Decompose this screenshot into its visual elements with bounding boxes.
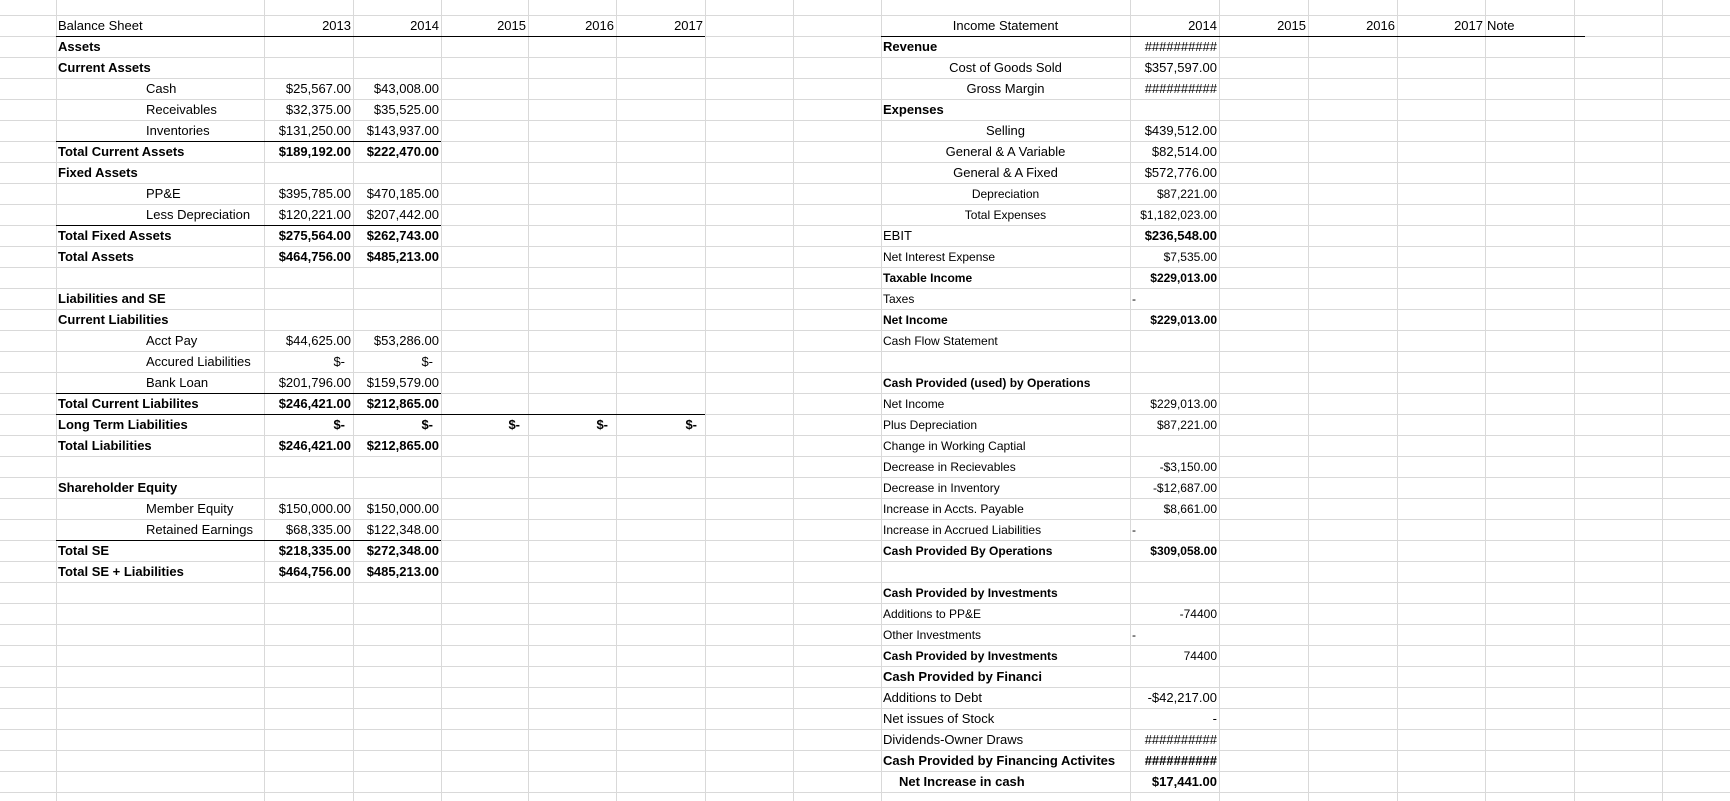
is-header-year-2016[interactable]: 2016 <box>1366 18 1395 33</box>
bs-value-2014[interactable]: $122,348.00 <box>366 522 439 537</box>
bs-value-2013[interactable]: $32,375.00 <box>285 102 351 117</box>
bs-row-label[interactable]: Cash <box>146 81 177 96</box>
bs-row-label[interactable]: Total Liabilities <box>58 438 152 453</box>
bs-value-2014[interactable]: $150,000.00 <box>366 501 439 516</box>
bs-row-label[interactable]: Total Assets <box>58 249 134 264</box>
bs-value-2013[interactable]: $275,564.00 <box>278 228 351 243</box>
is-value-2014[interactable]: ########## <box>1144 81 1217 96</box>
bs-row-label[interactable]: Retained Earnings <box>146 522 253 537</box>
bs-row-label[interactable]: Inventories <box>146 123 210 138</box>
is-value-2014[interactable]: $229,013.00 <box>1150 313 1217 327</box>
bs-value-2013[interactable]: $68,335.00 <box>285 522 351 537</box>
is-value-2014[interactable]: $236,548.00 <box>1144 228 1217 243</box>
bs-header-year-2017[interactable]: 2017 <box>674 18 703 33</box>
is-value-2014[interactable]: $7,535.00 <box>1163 250 1217 264</box>
bs-value-2013[interactable]: $150,000.00 <box>278 501 351 516</box>
is-row-label[interactable]: General & A Fixed <box>953 165 1058 180</box>
is-value-2014[interactable]: $229,013.00 <box>1150 271 1217 285</box>
bs-value-2017[interactable]: $- <box>685 417 697 432</box>
is-row-label[interactable]: Net Income <box>883 313 948 327</box>
is-row-label[interactable]: Additions to PP&E <box>883 607 982 621</box>
is-row-label[interactable]: Cash Provided by Investments <box>883 649 1058 663</box>
bs-value-2013[interactable]: $189,192.00 <box>278 144 351 159</box>
is-row-label[interactable] <box>881 352 1130 372</box>
bs-row-label[interactable]: PP&E <box>146 186 181 201</box>
is-value-2014[interactable]: $309,058.00 <box>1150 544 1217 558</box>
bs-value-2014[interactable]: $272,348.00 <box>366 543 439 558</box>
bs-row-label[interactable]: Total SE <box>58 543 110 558</box>
is-row-label[interactable]: Dividends-Owner Draws <box>883 732 1024 747</box>
bs-value-2013[interactable]: $464,756.00 <box>278 564 351 579</box>
is-value-2014[interactable]: ########## <box>1144 732 1217 747</box>
bs-value-2013[interactable]: $218,335.00 <box>278 543 351 558</box>
bs-row-label[interactable]: Accured Liabilities <box>146 354 251 369</box>
is-row-label[interactable]: Plus Depreciation <box>883 418 978 432</box>
is-row-label[interactable]: Selling <box>985 123 1026 138</box>
is-row-label[interactable]: EBIT <box>883 228 912 243</box>
bs-row-label[interactable]: Total Current Assets <box>58 144 185 159</box>
is-row-label[interactable]: Other Investments <box>883 628 982 642</box>
is-value-2014[interactable]: $439,512.00 <box>1144 123 1217 138</box>
bs-value-2013[interactable]: $246,421.00 <box>278 396 351 411</box>
is-row-label[interactable]: Cash Provided by Financing Activites <box>883 753 1116 768</box>
bs-row-label[interactable] <box>56 457 264 477</box>
bs-value-2014[interactable]: $- <box>421 354 433 369</box>
is-value-2014[interactable]: - <box>1132 523 1136 537</box>
bs-header-label[interactable]: Balance Sheet <box>58 18 143 33</box>
bs-value-2014[interactable]: $485,213.00 <box>366 564 439 579</box>
bs-row-label[interactable]: Bank Loan <box>146 375 209 390</box>
is-header-year-2014[interactable]: 2014 <box>1188 18 1217 33</box>
bs-row-label[interactable]: Assets <box>58 39 101 54</box>
cell-border <box>56 141 441 142</box>
gridline-horizontal <box>0 708 1730 709</box>
bs-value-2014[interactable]: $35,525.00 <box>373 102 439 117</box>
is-value-2014[interactable]: ########## <box>1144 753 1217 768</box>
bs-value-2016[interactable]: $- <box>596 417 608 432</box>
bs-header-year-2013[interactable]: 2013 <box>322 18 351 33</box>
is-header-note[interactable]: Note <box>1487 18 1515 33</box>
bs-value-2013[interactable]: $120,221.00 <box>278 207 351 222</box>
bs-value-2014[interactable]: $262,743.00 <box>366 228 439 243</box>
is-value-2014[interactable]: - <box>1132 628 1136 642</box>
is-row-label[interactable]: Cash Provided by Financi <box>883 669 1042 684</box>
bs-value-2014[interactable]: $485,213.00 <box>366 249 439 264</box>
is-row-label[interactable]: Net Increase in cash <box>899 774 1025 789</box>
is-row-label[interactable]: Depreciation <box>971 187 1040 201</box>
is-value-2014[interactable]: -$12,687.00 <box>1152 481 1217 495</box>
is-value-2014[interactable]: $572,776.00 <box>1144 165 1217 180</box>
is-row-label[interactable]: Net Income <box>883 397 945 411</box>
bs-value-2014[interactable]: $207,442.00 <box>366 207 439 222</box>
bs-value-2014[interactable]: $212,865.00 <box>366 438 439 453</box>
bs-value-2013[interactable]: $- <box>333 354 345 369</box>
bs-row-label[interactable]: Acct Pay <box>146 333 198 348</box>
gridline-horizontal <box>0 750 1730 751</box>
bs-value-2013[interactable]: $131,250.00 <box>278 123 351 138</box>
is-row-label[interactable]: Cash Flow Statement <box>883 334 998 348</box>
bs-row-label[interactable]: Total Fixed Assets <box>58 228 172 243</box>
bs-header-year-2016[interactable]: 2016 <box>585 18 614 33</box>
is-value-2014[interactable]: $229,013.00 <box>1150 397 1217 411</box>
bs-value-2013[interactable]: $201,796.00 <box>278 375 351 390</box>
gridline-horizontal <box>0 624 1730 625</box>
is-value-2014[interactable]: -74400 <box>1179 607 1217 621</box>
bs-row-label[interactable]: Total SE + Liabilities <box>58 564 184 579</box>
bs-row-label[interactable]: Fixed Assets <box>58 165 138 180</box>
gridline-horizontal <box>0 582 1730 583</box>
bs-value-2014[interactable]: $143,937.00 <box>366 123 439 138</box>
bs-value-2013[interactable]: $246,421.00 <box>278 438 351 453</box>
gridline-horizontal <box>0 603 1730 604</box>
is-row-label[interactable]: Additions to Debt <box>883 690 983 705</box>
is-row-label[interactable]: Net Interest Expense <box>883 250 996 264</box>
is-value-2014[interactable]: -$3,150.00 <box>1159 460 1217 474</box>
cell-border <box>56 225 441 226</box>
bs-row-label[interactable]: Liabilities and SE <box>58 291 166 306</box>
bs-value-2013[interactable]: $25,567.00 <box>285 81 351 96</box>
is-row-label[interactable]: Decrease in Recievables <box>883 460 1016 474</box>
gridline-horizontal <box>0 645 1730 646</box>
bs-row-label[interactable]: Shareholder Equity <box>58 480 178 495</box>
is-value-2014[interactable]: $8,661.00 <box>1163 502 1217 516</box>
is-row-label[interactable]: Increase in Accrued Liabilities <box>883 523 1042 537</box>
bs-row-label[interactable]: Current Liabilities <box>58 312 169 327</box>
is-row-label[interactable]: Gross Margin <box>966 81 1045 96</box>
is-value-2014[interactable]: 74400 <box>1183 649 1217 663</box>
is-row-label[interactable]: Cost of Goods Sold <box>949 60 1062 75</box>
is-row-label[interactable]: Taxable Income <box>883 271 973 285</box>
is-value-2014[interactable]: $87,221.00 <box>1156 418 1217 432</box>
is-value-2014[interactable]: $1,182,023.00 <box>1140 208 1217 222</box>
is-row-label[interactable]: Change in Working Captial <box>883 439 1026 453</box>
cell-border <box>56 540 441 541</box>
gridline-horizontal <box>0 729 1730 730</box>
bs-row-label[interactable]: Current Assets <box>58 60 151 75</box>
is-header-label[interactable]: Income Statement <box>952 18 1059 33</box>
bs-row-label[interactable]: Total Current Liabilites <box>58 396 199 411</box>
gridline-horizontal <box>0 687 1730 688</box>
is-row-label[interactable]: Taxes <box>883 292 915 306</box>
bs-header-year-2014[interactable]: 2014 <box>410 18 439 33</box>
bs-row-label[interactable]: Member Equity <box>146 501 234 516</box>
bs-value-2013[interactable]: $44,625.00 <box>285 333 351 348</box>
is-row-label[interactable]: Cash Provided (used) by Operations <box>883 376 1091 390</box>
is-value-2014[interactable]: $82,514.00 <box>1151 144 1217 159</box>
bs-value-2013[interactable]: $- <box>333 417 345 432</box>
gridline-horizontal <box>0 771 1730 772</box>
bs-value-2013[interactable]: $464,756.00 <box>278 249 351 264</box>
bs-value-2014[interactable]: $470,185.00 <box>366 186 439 201</box>
is-row-label[interactable]: Total Expenses <box>964 208 1047 222</box>
bs-value-2014[interactable]: $43,008.00 <box>373 81 439 96</box>
is-row-label[interactable]: Net issues of Stock <box>883 711 995 726</box>
cell-border <box>56 414 705 415</box>
is-row-label[interactable] <box>881 562 1130 582</box>
is-value-2014[interactable]: - <box>1132 292 1136 306</box>
bs-value-2015[interactable]: $- <box>508 417 520 432</box>
is-value-2014[interactable]: $17,441.00 <box>1151 774 1217 789</box>
is-row-label[interactable]: Increase in Accts. Payable <box>883 502 1024 516</box>
is-value-2014[interactable]: - <box>1212 711 1217 726</box>
bs-value-2014[interactable]: $53,286.00 <box>373 333 439 348</box>
is-header-year-2015[interactable]: 2015 <box>1277 18 1306 33</box>
gridline-horizontal <box>0 792 1730 793</box>
bs-row-label[interactable]: Less Depreciation <box>146 207 251 222</box>
is-header-year-2017[interactable]: 2017 <box>1454 18 1483 33</box>
bs-value-2014[interactable]: $222,470.00 <box>366 144 439 159</box>
is-row-label[interactable]: Decrease in Inventory <box>883 481 1000 495</box>
bs-row-label[interactable]: Receivables <box>146 102 217 117</box>
is-row-label[interactable]: General & A Variable <box>945 144 1066 159</box>
bs-value-2014[interactable]: $212,865.00 <box>366 396 439 411</box>
is-value-2014[interactable]: ########## <box>1144 39 1217 54</box>
is-value-2014[interactable]: $87,221.00 <box>1156 187 1217 201</box>
is-row-label[interactable]: Expenses <box>883 102 944 117</box>
bs-value-2014[interactable]: $- <box>421 417 433 432</box>
is-value-2014[interactable]: $357,597.00 <box>1144 60 1217 75</box>
is-value-2014[interactable]: -$42,217.00 <box>1147 690 1217 705</box>
is-row-label[interactable]: Cash Provided by Investments <box>883 586 1058 600</box>
bs-row-label[interactable]: Long Term Liabilities <box>58 417 188 432</box>
cell-border <box>56 393 441 394</box>
bs-value-2013[interactable]: $395,785.00 <box>278 186 351 201</box>
bs-header-year-2015[interactable]: 2015 <box>497 18 526 33</box>
is-row-label[interactable]: Cash Provided By Operations <box>883 544 1053 558</box>
bs-value-2014[interactable]: $159,579.00 <box>366 375 439 390</box>
gridline-horizontal <box>0 666 1730 667</box>
is-row-label[interactable]: Revenue <box>883 39 938 54</box>
bs-row-label[interactable] <box>56 268 264 288</box>
